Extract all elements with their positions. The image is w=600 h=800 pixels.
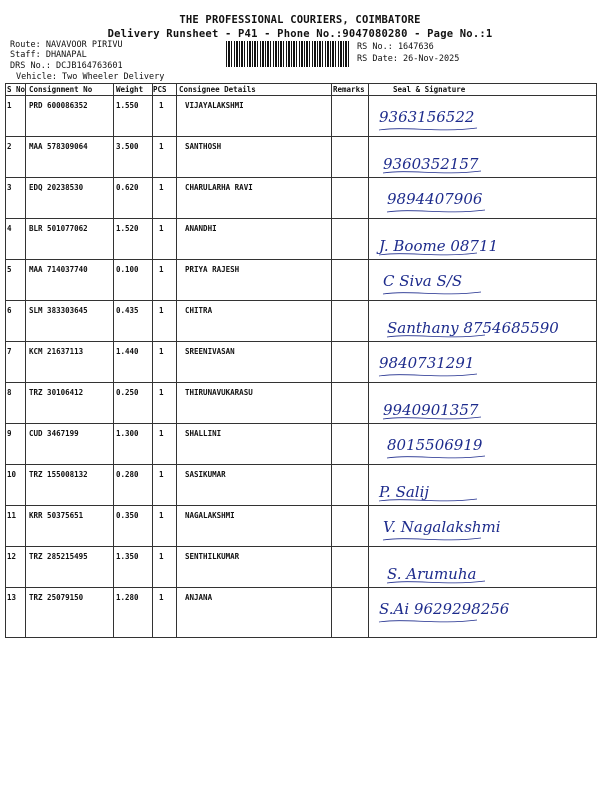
- signature-text: 9840731291: [379, 354, 475, 372]
- table-row: [5, 96, 597, 137]
- cell-consignee: SREENIVASAN: [185, 347, 235, 356]
- cell-consignee: PRIYA RAJESH: [185, 265, 240, 274]
- cell-consignment: SLM 383303645: [29, 306, 88, 315]
- cell-consignee: SHALLINI: [185, 429, 222, 438]
- cell-consignee: SASIKUMAR: [185, 470, 226, 479]
- header-remarks: Remarks: [333, 85, 365, 94]
- handwritten-signature: [385, 307, 600, 339]
- cell-consignment: MAA 714037740: [29, 265, 88, 274]
- signature-scribble: [385, 430, 600, 464]
- table-row: [5, 301, 597, 342]
- signature-scribble: [377, 594, 597, 628]
- cell-weight: 1.280: [116, 593, 139, 602]
- cell-weight: 0.250: [116, 388, 139, 397]
- signature-text: Santhany 8754685590: [387, 319, 559, 337]
- handwritten-signature: [381, 512, 600, 544]
- table-row: [5, 178, 597, 219]
- signature-scribble: [381, 389, 600, 423]
- cell-pcs: 1: [159, 511, 164, 520]
- table-row: [5, 547, 597, 588]
- signature-scribble: [381, 512, 600, 546]
- signature-scribble: [385, 553, 600, 587]
- cell-weight: 0.100: [116, 265, 139, 274]
- signature-text: 8015506919: [387, 436, 483, 454]
- signature-scribble: [377, 471, 597, 505]
- header-consignment: Consignment No: [29, 85, 93, 94]
- cell-sno: 2: [7, 142, 12, 151]
- handwritten-signature: [377, 471, 600, 503]
- cell-consignment: TRZ 155008132: [29, 470, 88, 479]
- cell-consignee: ANANDHI: [185, 224, 217, 233]
- cell-weight: 3.500: [116, 142, 139, 151]
- cell-sno: 9: [7, 429, 12, 438]
- cell-consignment: KCM 21637113: [29, 347, 84, 356]
- cell-consignee: CHARULARHA RAVI: [185, 183, 253, 192]
- cell-weight: 0.620: [116, 183, 139, 192]
- cell-pcs: 1: [159, 552, 164, 561]
- table-row: [5, 588, 597, 629]
- runsheet-subtitle: Delivery Runsheet - P41 - Phone No.:9047080280 - Page No.:1: [107, 28, 493, 40]
- signature-text: 9363156522: [379, 108, 475, 126]
- cell-pcs: 1: [159, 101, 164, 110]
- cell-pcs: 1: [159, 593, 164, 602]
- cell-consignee: SANTHOSH: [185, 142, 222, 151]
- vehicle-label: Vehicle: Two Wheeler Delivery: [16, 72, 165, 82]
- header-pcs: PCS: [153, 85, 167, 94]
- cell-sno: 1: [7, 101, 12, 110]
- cell-consignment: MAA 578309064: [29, 142, 88, 151]
- runsheet-table: [5, 83, 597, 638]
- cell-sno: 4: [7, 224, 12, 233]
- handwritten-signature: [377, 102, 600, 134]
- cell-pcs: 1: [159, 183, 164, 192]
- cell-weight: 1.550: [116, 101, 139, 110]
- signature-scribble: [377, 102, 597, 136]
- cell-pcs: 1: [159, 347, 164, 356]
- header-signature: Seal & Signature: [393, 85, 466, 94]
- cell-sno: 5: [7, 265, 12, 274]
- cell-weight: 1.350: [116, 552, 139, 561]
- cell-pcs: 1: [159, 470, 164, 479]
- cell-consignee: ANJANA: [185, 593, 213, 602]
- cell-pcs: 1: [159, 142, 164, 151]
- signature-text: S.Ai 9629298256: [379, 600, 510, 618]
- table-row: [5, 342, 597, 383]
- cell-sno: 3: [7, 183, 12, 192]
- signature-text: 9360352157: [383, 155, 479, 173]
- cell-sno: 13: [7, 593, 17, 602]
- rs-date: RS Date: 26-Nov-2025: [357, 54, 460, 64]
- signature-text: 9894407906: [387, 190, 483, 208]
- handwritten-signature: [377, 225, 600, 257]
- cell-consignee: THIRUNAVUKARASU: [185, 388, 253, 397]
- route-label: Route: NAVAVOOR PIRIVU: [10, 40, 123, 50]
- cell-consignment: TRZ 30106412: [29, 388, 84, 397]
- staff-label: Staff: DHANAPAL: [10, 50, 87, 60]
- signature-scribble: [381, 143, 600, 177]
- cell-sno: 8: [7, 388, 12, 397]
- cell-sno: 11: [7, 511, 17, 520]
- cell-consignee: CHITRA: [185, 306, 213, 315]
- signature-scribble: [377, 348, 597, 382]
- table-row: [5, 383, 597, 424]
- table-row: [5, 465, 597, 506]
- signature-scribble: [385, 307, 600, 341]
- cell-pcs: 1: [159, 265, 164, 274]
- cell-pcs: 1: [159, 224, 164, 233]
- cell-consignee: VIJAYALAKSHMI: [185, 101, 244, 110]
- signature-text: 9940901357: [383, 401, 479, 419]
- cell-weight: 0.280: [116, 470, 139, 479]
- signature-text: P. Salij: [379, 483, 430, 501]
- handwritten-signature: [381, 143, 600, 175]
- cell-pcs: 1: [159, 306, 164, 315]
- drs-number: DRS No.: DCJB164763601: [10, 61, 123, 71]
- cell-weight: 1.520: [116, 224, 139, 233]
- cell-consignment: CUD 3467199: [29, 429, 79, 438]
- table-row: [5, 506, 597, 547]
- handwritten-signature: [381, 266, 600, 298]
- table-row: [5, 260, 597, 301]
- signature-scribble: [385, 184, 600, 218]
- table-row: [5, 219, 597, 260]
- barcode: [226, 41, 350, 67]
- cell-consignment: TRZ 285215495: [29, 552, 88, 561]
- table-row: [5, 137, 597, 178]
- cell-consignment: KRR 50375651: [29, 511, 84, 520]
- cell-weight: 1.300: [116, 429, 139, 438]
- handwritten-signature: [377, 348, 600, 380]
- cell-consignee: SENTHILKUMAR: [185, 552, 240, 561]
- cell-pcs: 1: [159, 388, 164, 397]
- cell-consignment: EDQ 20238530: [29, 183, 84, 192]
- signature-text: C Siva S/S: [383, 272, 463, 290]
- signature-text: V. Nagalakshmi: [383, 518, 501, 536]
- cell-sno: 10: [7, 470, 17, 479]
- cell-sno: 12: [7, 552, 17, 561]
- cell-consignment: BLR 501077062: [29, 224, 88, 233]
- signature-scribble: [381, 266, 600, 300]
- handwritten-signature: [385, 184, 600, 216]
- cell-weight: 1.440: [116, 347, 139, 356]
- cell-sno: 7: [7, 347, 12, 356]
- cell-weight: 0.350: [116, 511, 139, 520]
- cell-consignment: TRZ 25079150: [29, 593, 84, 602]
- signature-text: J. Boome 08711: [379, 237, 499, 255]
- table-row: [5, 424, 597, 465]
- cell-consignee: NAGALAKSHMI: [185, 511, 235, 520]
- table-top-rule: [5, 83, 597, 84]
- handwritten-signature: [385, 430, 600, 462]
- rs-number: RS No.: 1647636: [357, 42, 434, 52]
- header-sno: S No: [7, 85, 26, 94]
- company-title: THE PROFESSIONAL COURIERS, COIMBATORE: [179, 14, 421, 26]
- signature-text: S. Arumuha: [387, 565, 477, 583]
- cell-consignment: PRD 600086352: [29, 101, 88, 110]
- signature-scribble: [377, 225, 597, 259]
- cell-weight: 0.435: [116, 306, 139, 315]
- handwritten-signature: [377, 594, 600, 626]
- handwritten-signature: [385, 553, 600, 585]
- table-bottom-rule: [5, 637, 597, 638]
- header-consignee: Consignee Details: [179, 85, 256, 94]
- cell-pcs: 1: [159, 429, 164, 438]
- handwritten-signature: [381, 389, 600, 421]
- header-weight: Weight: [116, 85, 144, 94]
- cell-sno: 6: [7, 306, 12, 315]
